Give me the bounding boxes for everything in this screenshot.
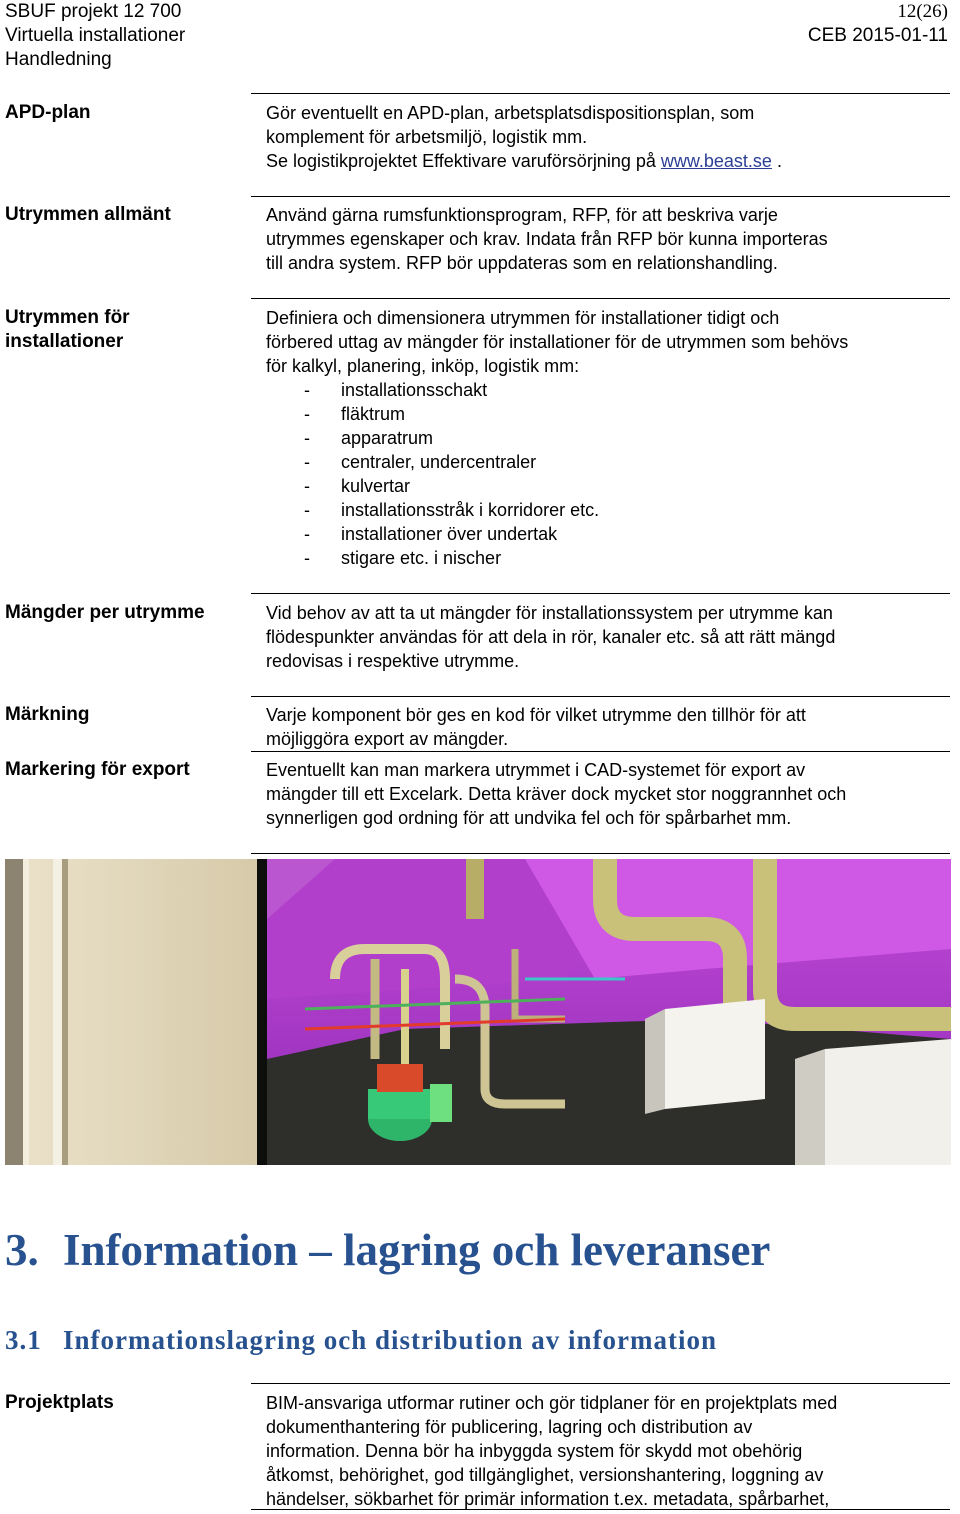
text-line: komplement för arbetsmiljö, logistik mm. [266, 127, 588, 147]
paragraph-markering-for-export [266, 758, 950, 830]
text-line: synnerligen god ordning för att undvika fel och för spårbarhet mm. [266, 808, 792, 828]
list-item [266, 450, 599, 474]
section-divider [251, 593, 950, 594]
text-line: information. Denna bör ha inbyggda system för skydd mot obehörig [266, 1441, 803, 1461]
photo-illustration [5, 859, 951, 1165]
side-heading-utrymmen-for-installationer [5, 306, 130, 354]
text-line: BIM-ansvariga utformar rutiner och gör tidplaner för en projektplats med [266, 1393, 838, 1413]
section-number: 3.1 [5, 1325, 42, 1355]
list-item [266, 426, 599, 450]
section-heading [5, 1322, 717, 1358]
list-dash: - [304, 524, 310, 544]
list-dash: - [304, 500, 310, 520]
text-line: redovisas i respektive utrymme. [266, 651, 520, 671]
text-line: Gör eventuellt en APD-plan, arbetsplatsdispositionsplan, som [266, 103, 755, 123]
section-divider [251, 93, 950, 94]
paragraph-utrymmen-for-installationer [266, 306, 950, 378]
section-divider [251, 196, 950, 197]
header-subject: Virtuella installationer [5, 25, 186, 46]
list-item-text: apparatrum [341, 428, 434, 448]
text-line: mängder till ett Excelark. Detta kräver dock mycket stor noggrannhet och [266, 784, 847, 804]
paragraph-apd-plan [266, 101, 950, 173]
text-line: dokumenthantering för publicering, lagring och distribution av [266, 1417, 753, 1437]
side-heading-line: Utrymmen för [5, 307, 130, 328]
list-dash: - [304, 404, 310, 424]
side-heading-line: installationer [5, 331, 124, 352]
section-divider [251, 853, 950, 854]
side-heading-apd-plan: APD-plan [5, 102, 91, 123]
list-item-text: centraler, undercentraler [341, 452, 537, 472]
section-divider [251, 1383, 950, 1384]
section-divider [251, 751, 950, 752]
paragraph-utrymmen-allmant [266, 203, 950, 275]
list-item [266, 402, 599, 426]
text-line: flödespunkter användas för att dela in rör, kanaler etc. så att rätt mängd [266, 627, 836, 647]
list-dash: - [304, 452, 310, 472]
page-number: 12(26) [897, 1, 948, 22]
list-item [266, 498, 599, 522]
list-item-text: fläktrum [341, 404, 406, 424]
list-dash: - [304, 428, 310, 448]
side-heading-markning: Märkning [5, 704, 90, 725]
side-heading-mangder-per-utrymme: Mängder per utrymme [5, 602, 205, 623]
installation-space-list [266, 378, 599, 570]
side-heading-utrymmen-allmant: Utrymmen allmänt [5, 204, 171, 225]
text-line [266, 149, 950, 173]
side-heading-projektplats: Projektplats [5, 1392, 114, 1413]
list-item [266, 474, 599, 498]
list-dash: - [304, 548, 310, 568]
text-line: till andra system. RFP bör uppdateras som en relationshandling. [266, 253, 778, 273]
header-date: CEB 2015-01-11 [807, 25, 948, 46]
page-header-left [5, 0, 185, 72]
text-line: möjliggöra export av mängder. [266, 729, 509, 749]
text-line: åtkomst, behörighet, god tillgänglighet, versionshantering, loggning av [266, 1465, 824, 1485]
beast-link[interactable]: www.beast.se [660, 151, 772, 171]
list-item-text: installationer över undertak [341, 524, 558, 544]
list-item [266, 546, 599, 570]
text-span: . [771, 151, 782, 171]
section-divider [251, 298, 950, 299]
text-line: Definiera och dimensionera utrymmen för installationer tidigt och [266, 308, 780, 328]
text-span: Se logistikprojektet Effektivare varuförsörjning på [266, 151, 661, 171]
text-line: händelser, sökbarhet för primär information t.ex. metadata, spårbarhet, [266, 1489, 830, 1509]
text-line: Varje komponent bör ges en kod för vilket utrymme den tillhör för att [266, 705, 806, 725]
page-header-right [808, 0, 948, 48]
text-line: Eventuellt kan man markera utrymmet i CAD-systemet för export av [266, 760, 806, 780]
paragraph-projektplats [266, 1391, 950, 1511]
chapter-heading [5, 1222, 770, 1278]
text-line: Vid behov av att ta ut mängder för installationssystem per utrymme kan [266, 603, 833, 623]
list-item-text: installationsschakt [341, 380, 488, 400]
list-item-text: kulvertar [341, 476, 411, 496]
list-item-text: stigare etc. i nischer [341, 548, 502, 568]
header-project: SBUF projekt 12 700 [5, 1, 182, 22]
section-title: Informationslagring och distribution av information [63, 1325, 718, 1355]
header-doctype: Handledning [5, 49, 112, 70]
paragraph-markning [266, 703, 950, 751]
chapter-number: 3. [5, 1225, 39, 1275]
bim-installation-photo [5, 859, 951, 1165]
list-item [266, 378, 599, 402]
list-dash: - [304, 476, 310, 496]
chapter-title: Information – lagring och leveranser [63, 1225, 771, 1275]
list-item-text: installationsstråk i korridorer etc. [341, 500, 600, 520]
list-dash: - [304, 380, 310, 400]
list-item [266, 522, 599, 546]
text-line: för kalkyl, planering, inköp, logistik mm: [266, 356, 580, 376]
paragraph-mangder-per-utrymme [266, 601, 950, 673]
section-divider [251, 696, 950, 697]
side-heading-markering-for-export: Markering för export [5, 759, 190, 780]
text-line: förbered uttag av mängder för installationer för de utrymmen som behövs [266, 332, 849, 352]
text-line: Använd gärna rumsfunktionsprogram, RFP, för att beskriva varje [266, 205, 778, 225]
text-line: utrymmes egenskaper och krav. Indata från RFP bör kunna importeras [266, 229, 828, 249]
section-divider [251, 1509, 950, 1510]
